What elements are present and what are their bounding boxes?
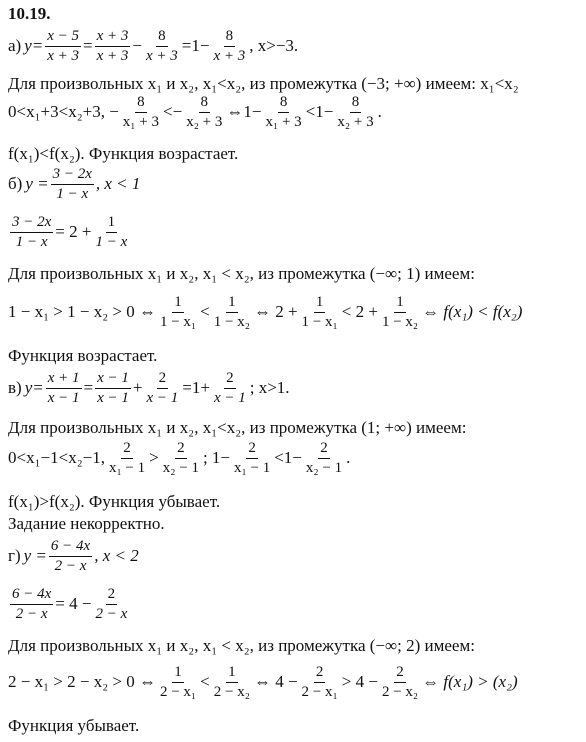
part-v-text: Для произвольных x₁ и x₂, x₁<x₂, из промежутка (1; +∞) имеем: xyxy=(8,418,467,437)
fraction: $\frac{2}{\text{x₂ − 1}}$ xyxy=(305,440,343,476)
part-v-conclusion: f(x₁)>f(x₂). Функция убывает. xyxy=(8,492,221,511)
fraction: $\frac{x - 5}{x + 3}$ xyxy=(47,28,80,64)
fraction: $\frac{1}{\text{1 − x₁}}$ xyxy=(159,294,197,330)
fraction: $\frac{2}{\text{2 − x₁}}$ xyxy=(301,664,338,700)
fraction: $\frac{1}{1 - x}$ xyxy=(95,214,128,250)
fraction: $\frac{2}{2 - x}$ xyxy=(95,586,128,622)
part-v-label: в) xyxy=(8,378,22,397)
part-b-conclusion: Функция возрастает. xyxy=(8,346,158,365)
problem-number: 10.19. xyxy=(8,4,51,23)
fraction: $\frac{8}{x + 3}$ xyxy=(146,28,178,64)
fraction: $\frac{2}{\text{x₁ − 1}}$ xyxy=(234,440,271,476)
part-a-y: y= xyxy=(24,36,44,55)
fraction: $\frac{x - 1}{x - 1}$ xyxy=(97,370,129,406)
fraction: $\frac{1}{\text{2 − x₂}}$ xyxy=(213,664,250,700)
part-b-function: б) y = $\frac{3 - 2x}{1 - x}$ , x < 1 xyxy=(8,166,141,202)
part-b-identity: $\frac{3 - 2x}{1 - x}$ = 2 + $\frac{1}{1 - x}$ xyxy=(12,214,128,250)
part-g-label: г) xyxy=(8,546,21,565)
fraction: $\frac{8}{x + 3}$ xyxy=(213,28,246,64)
fraction: $\frac{2}{x - 1}$ xyxy=(146,370,179,406)
fraction: $\frac{x + 1}{x - 1}$ xyxy=(47,370,80,406)
fraction: $\frac{3 - 2x}{1 - x}$ xyxy=(52,166,92,202)
part-a-inequality: 0<x₁+3<x₂+3, − $\frac{8}{\text{x₁ + 3}}$ <− $\frac{8}{\text{x₂ + 3}}$ ⇔1− $\frac{8}{\text{x₁ + 3}}$ <1− $\frac{8}{\text{x₂ + 3}}$ . xyxy=(8,94,382,130)
fraction: $\frac{3 - 2x}{1 - x}$ xyxy=(12,214,52,250)
part-a-function: а) y= $\frac{x - 5}{x + 3}$ = $\frac{x + 3}{x + 3}$ − $\frac{8}{x + 3}$ =1− $\frac{8}{x + 3}$ , x>−3. xyxy=(8,28,299,64)
part-a-text: Для произвольных x₁ и x₂, x₁<x₂, из промежутка (−3; +∞) имеем: x₁<x₂ xyxy=(8,74,519,93)
fraction: $\frac{2}{\text{x₂ − 1}}$ xyxy=(162,440,199,476)
fraction: $\frac{8}{\text{x₂ + 3}}$ xyxy=(186,94,223,130)
part-g-inequality: 2 − x₁ > 2 − x₂ > 0 ⇔ $\frac{1}{\text{2 − x₁}}$ < $\frac{1}{\text{2 − x₂}}$ ⇔ 4 − $\frac{2}{\text{2 − x₁}}$ > 4 − $\frac{2}{\text{2 − x₂}}$ ⇔ f(x₁) > (x₂) xyxy=(8,664,518,700)
part-g-conclusion: Функция убывает. xyxy=(8,716,140,735)
part-v-note: Задание некорректно. xyxy=(8,514,165,533)
fraction: $\frac{1}{\text{1 − x₂}}$ xyxy=(213,294,250,330)
fraction: $\frac{1}{\text{1 − x₂}}$ xyxy=(381,294,419,330)
fraction: $\frac{2}{\text{2 − x₂}}$ xyxy=(381,664,419,700)
part-g-text: Для произвольных x₁ и x₂, x₁ < x₂, из промежутка (−∞; 2) имеем: xyxy=(8,636,475,655)
part-g-function: г) y = $\frac{6 - 4x}{2 - x}$ , x < 2 xyxy=(8,538,139,574)
part-a-label: а) xyxy=(8,36,22,55)
fraction: $\frac{6 - 4x}{2 - x}$ xyxy=(12,586,52,622)
part-a-conclusion: f(x₁)<f(x₂). Функция возрастает. xyxy=(8,144,239,163)
fraction: $\frac{8}{\text{x₂ + 3}}$ xyxy=(337,94,374,130)
part-v-inequality: 0<x₁−1<x₂−1, $\frac{2}{\text{x₁ − 1}}$ > $\frac{2}{\text{x₂ − 1}}$ ; 1− $\frac{2}{\text{x₁ − 1}}$ <1− $\frac{2}{\text{x₂ − 1}}$ . xyxy=(8,440,351,476)
fraction: $\frac{2}{\text{x₁ − 1}}$ xyxy=(108,440,146,476)
part-g-identity: $\frac{6 - 4x}{2 - x}$ = 4 − $\frac{2}{2 - x}$ xyxy=(12,586,128,622)
fraction: $\frac{2}{x - 1}$ xyxy=(213,370,246,406)
part-v-function: в) y= $\frac{x + 1}{x - 1}$ = $\frac{x - 1}{x - 1}$ + $\frac{2}{x - 1}$ =1+ $\frac{2}{x - 1}$ ; x>1. xyxy=(8,370,290,406)
part-b-label: б) xyxy=(8,174,23,193)
fraction: $\frac{1}{\text{1 − x₁}}$ xyxy=(301,294,338,330)
fraction: $\frac{8}{\text{x₁ + 3}}$ xyxy=(122,94,159,130)
fraction: $\frac{1}{\text{2 − x₁}}$ xyxy=(159,664,197,700)
part-b-inequality: 1 − x₁ > 1 − x₂ > 0 ⇔ $\frac{1}{\text{1 − x₁}}$ < $\frac{1}{\text{1 − x₂}}$ ⇔ 2 + $\frac{1}{\text{1 − x₁}}$ < 2 + $\frac{1}{\text{1 − x₂}}$ ⇔ f(x₁) < f(x₂) xyxy=(8,294,523,330)
fraction: $\frac{8}{\text{x₁ + 3}}$ xyxy=(265,94,302,130)
part-b-text: Для произвольных x₁ и x₂, x₁ < x₂, из промежутка (−∞; 1) имеем: xyxy=(8,264,475,283)
fraction: $\frac{6 - 4x}{2 - x}$ xyxy=(50,538,91,574)
fraction: $\frac{x + 3}{x + 3}$ xyxy=(96,28,129,64)
